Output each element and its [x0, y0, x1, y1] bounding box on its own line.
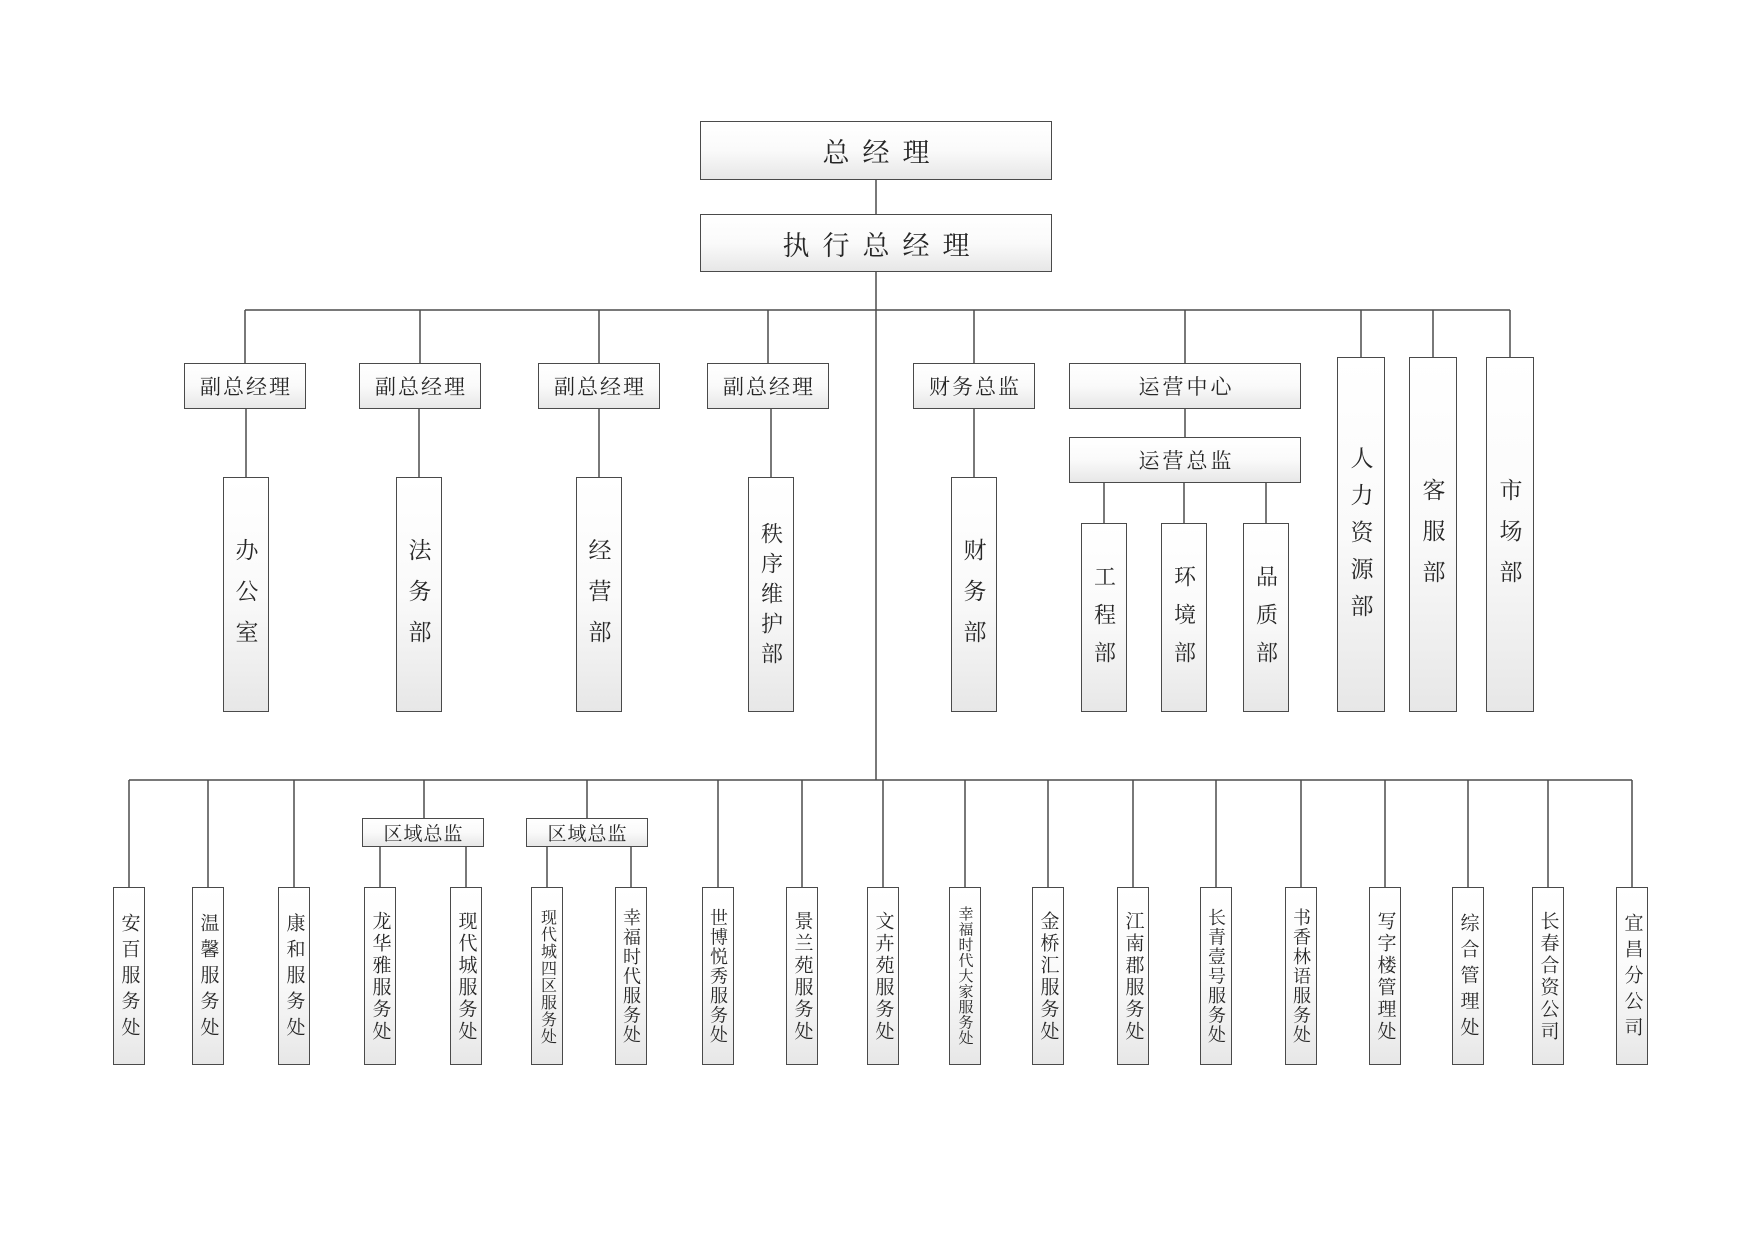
node-service-unit-kanghe: 康和服务处	[278, 887, 310, 1065]
node-general-management-office: 综合管理处	[1452, 887, 1484, 1065]
node-service-unit-xiandaicheng: 现代城服务处	[450, 887, 482, 1065]
node-general-manager: 总经理	[700, 121, 1052, 180]
node-legal-department: 法务部	[396, 477, 442, 712]
node-executive-general-manager: 执行总经理	[700, 214, 1052, 272]
node-vice-general-manager-3: 副总经理	[538, 363, 660, 409]
node-service-unit-jiangnanjun: 江南郡服务处	[1117, 887, 1149, 1065]
node-service-unit-longhuaya: 龙华雅服务处	[364, 887, 396, 1065]
node-order-maintenance-department: 秩序维护部	[748, 477, 794, 712]
node-finance-department: 财务部	[951, 477, 997, 712]
node-service-unit-xingfushidai-dajia: 幸福时代大家服务处	[949, 887, 981, 1065]
node-service-unit-shuxianglinyu: 书香林语服务处	[1285, 887, 1317, 1065]
node-service-unit-wenhuiyuan: 文卉苑服务处	[867, 887, 899, 1065]
node-finance-director: 财务总监	[913, 363, 1035, 409]
node-service-unit-jinglanyuan: 景兰苑服务处	[786, 887, 818, 1065]
node-service-unit-xingfushidai: 幸福时代服务处	[615, 887, 647, 1065]
node-changchun-joint-venture: 长春合资公司	[1532, 887, 1564, 1065]
node-quality-department: 品质部	[1243, 523, 1289, 712]
node-business-department: 经营部	[576, 477, 622, 712]
node-service-unit-wenxin: 温馨服务处	[192, 887, 224, 1065]
node-yichang-branch: 宜昌分公司	[1616, 887, 1648, 1065]
node-vice-general-manager-4: 副总经理	[707, 363, 829, 409]
node-regional-director-2: 区域总监	[526, 818, 648, 847]
node-marketing-department: 市场部	[1486, 357, 1534, 712]
node-office-building-management: 写字楼管理处	[1369, 887, 1401, 1065]
node-service-unit-anbai: 安百服务处	[113, 887, 145, 1065]
node-vice-general-manager-2: 副总经理	[359, 363, 481, 409]
node-operations-director: 运营总监	[1069, 437, 1301, 483]
node-service-unit-shiboyuexiu: 世博悦秀服务处	[702, 887, 734, 1065]
node-regional-director-1: 区域总监	[362, 818, 484, 847]
node-service-unit-changqingyihao: 长青壹号服务处	[1200, 887, 1232, 1065]
node-operations-center: 运营中心	[1069, 363, 1301, 409]
node-office: 办公室	[223, 477, 269, 712]
node-service-unit-xiandaicheng-siqu: 现代城四区服务处	[531, 887, 563, 1065]
node-hr-department: 人力资源部	[1337, 357, 1385, 712]
node-engineering-department: 工程部	[1081, 523, 1127, 712]
node-service-unit-jinqiaohui: 金桥汇服务处	[1032, 887, 1064, 1065]
node-vice-general-manager-1: 副总经理	[184, 363, 306, 409]
node-environment-department: 环境部	[1161, 523, 1207, 712]
node-customer-service-department: 客服部	[1409, 357, 1457, 712]
